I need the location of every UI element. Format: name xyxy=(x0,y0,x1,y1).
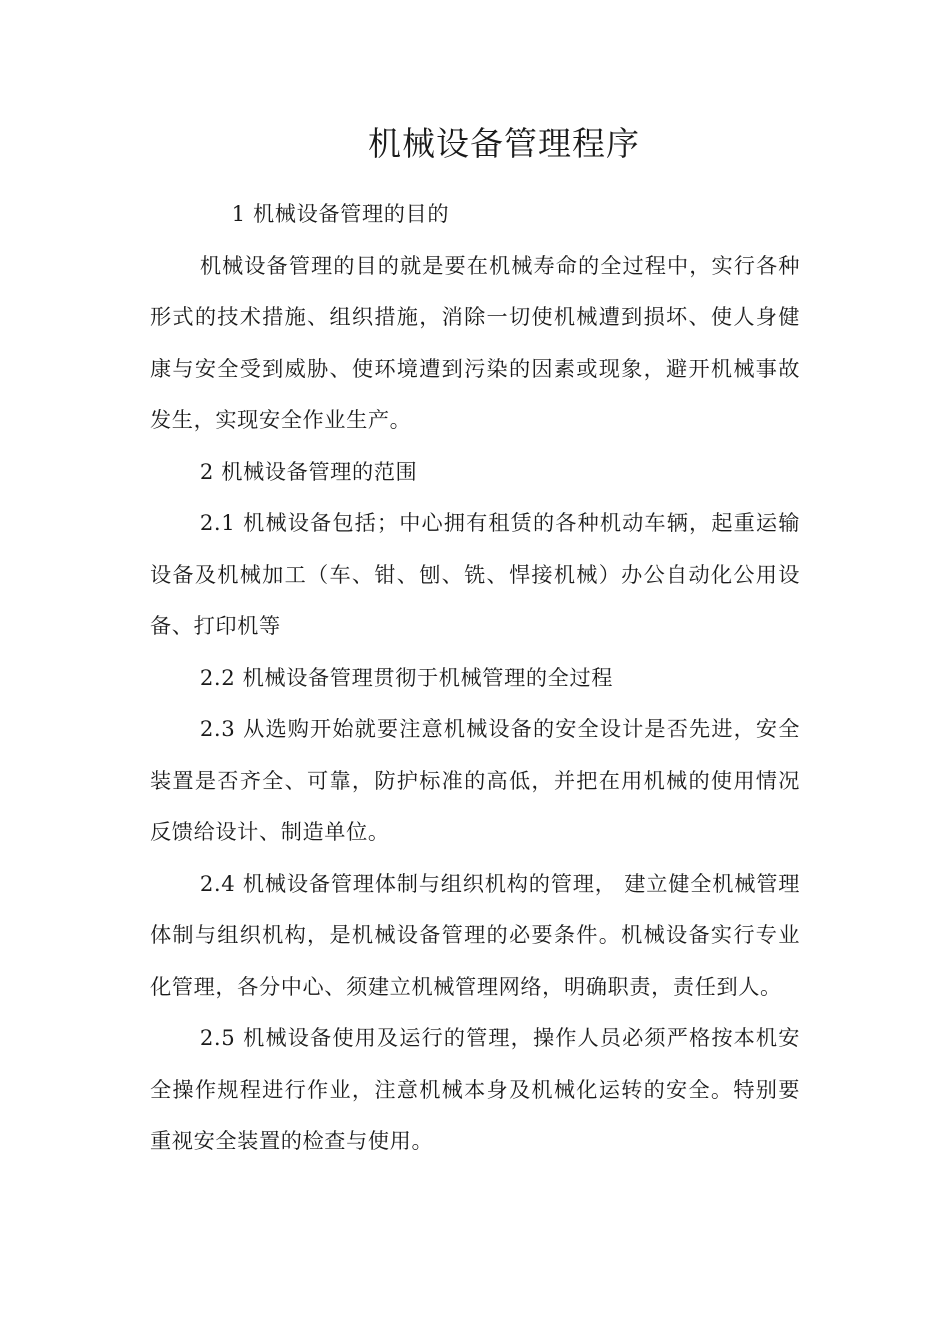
document-body xyxy=(150,188,800,1167)
section-heading-1: 1 机械设备管理的目的 xyxy=(231,201,450,226)
paragraph-2-5: 2.5 机械设备使用及运行的管理，操作人员必须严格按本机安全操作规程进行作业，注意机械本身及机械化运转的安全。特别要重视安全装置的检查与使用。 xyxy=(150,1025,800,1153)
paragraph-2-4: 2.4 机械设备管理体制与组织机构的管理， 建立健全机械管理体制与组织机构，是机械设备管理的必要条件。机械设备实行专业化管理，各分中心、须建立机械管理网络，明确职责，责任到人。 xyxy=(150,870,800,999)
paragraph-purpose: 机械设备管理的目的就是要在机械寿命的全过程中，实行各种形式的技术措施、组织措施，消除一切使机械遭到损坏、使人身健康与安全受到威胁、使环境遭到污染的因素或现象，避开机械事故发生，实现安全作业生产。 xyxy=(150,252,800,432)
section-heading-2: 2 机械设备管理的范围 xyxy=(199,458,418,484)
document-title: 机械设备管理程序 xyxy=(368,124,640,163)
paragraph-2-3: 2.3 从选购开始就要注意机械设备的安全设计是否先进，安全装置是否齐全、可靠，防护标准的高低，并把在用机械的使用情况反馈给设计、制造单位。 xyxy=(150,716,800,844)
paragraph-2-2: 2.2 机械设备管理贯彻于机械管理的全过程 xyxy=(199,664,614,690)
paragraph-2-1: 2.1 机械设备包括；中心拥有租赁的各种机动车辆，起重运输设备及机械加工（车、钳、刨、铣、悍接机械）办公自动化公用设备、打印机等 xyxy=(150,510,800,638)
